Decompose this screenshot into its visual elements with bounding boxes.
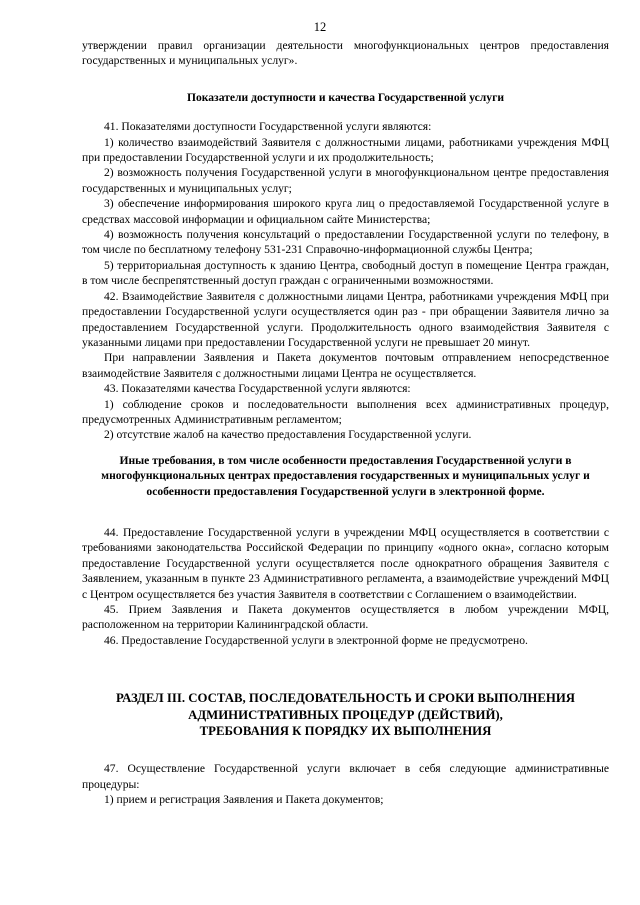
section-heading-3-line1: РАЗДЕЛ III. СОСТАВ, ПОСЛЕДОВАТЕЛЬНОСТЬ И СРОКИ ВЫПОЛНЕНИЯ <box>115 691 576 706</box>
paragraph-44: 44. Предоставление Государственной услуги в учреждении МФЦ осуществляется в соответствии с требованиями законодательства Российской Федерации по принципу «одного окна», согласно которым предоставление Государственной услуги осуществляется после однократного обращения Заявителя с Заявлением, указанным в пункте 23 Административного регламента, а взаимодействие учреждений МФЦ с Центром осуществляется без участия Заявителя в соответствии с Соглашением о взаимодействии. <box>82 525 609 601</box>
page-number: 12 <box>313 20 327 34</box>
list-item-41-4: 4) возможность получения консультаций о предоставлении Государственной услуги по телефону, в том числе по бесплатному телефону 531-231 Справочно-информационной службы Центра; <box>82 228 609 257</box>
intro-paragraph: утверждении правил организации деятельности многофункциональных центров предоставления государственных и муниципальных услуг». <box>82 39 609 68</box>
paragraph-41: 41. Показателями доступности Государственной услуги являются: <box>104 120 432 134</box>
list-item-43-1: 1) соблюдение сроков и последовательности выполнения всех административных процедур, предусмотренных Административным регламентом; <box>82 397 609 426</box>
list-item-47-1: 1) прием и регистрация Заявления и Пакета документов; <box>104 793 384 807</box>
list-item-41-3: 3) обеспечение информирования широкого круга лиц о предоставляемой Государственной услуге в средствах массовой информации и официальном сайте Министерства; <box>82 197 609 226</box>
list-item-41-1: 1) количество взаимодействий Заявителя с должностными лицами, работниками учреждения МФЦ при предоставлении Государственной услуги и их продолжительность; <box>82 135 609 165</box>
section-heading-accessibility: Показатели доступности и качества Государственной услуги <box>186 90 505 104</box>
section-heading-3-line2: АДМИНИСТРАТИВНЫХ ПРОЦЕДУР (ДЕЙСТВИЙ), <box>188 707 503 722</box>
list-item-43-2: 2) отсутствие жалоб на качество предоставления Государственной услуги. <box>104 428 472 442</box>
paragraph-42: 42. Взаимодействие Заявителя с должностными лицами Центра, работниками учреждения МФЦ при предоставлении Государственной услуги осуществляется один раз - при обращении Заявителя лично за предоставлением Государственной услуги. Продолжительность одного взаимодействия Заявителя с указанными лицами при предоставлении Государственной услуги не превышает 20 минут. <box>82 289 609 349</box>
paragraph-46: 46. Предоставление Государственной услуги в электронной форме не предусмотрено. <box>104 633 528 647</box>
paragraph-45: 45. Прием Заявления и Пакета документов осуществляется в любом учреждении МФЦ, расположенном на территории Калининградской области. <box>82 603 609 632</box>
section-heading-other-requirements: Иные требования, в том числе особенности предоставления Государственной услуги в многофункциональных центрах предоставления государственных и муниципальных услуг и особенности предоставления Государственной услуги в электронной форме. <box>101 453 590 498</box>
section-heading-3-line3: ТРЕБОВАНИЯ К ПОРЯДКУ ИХ ВЫПОЛНЕНИЯ <box>199 724 492 739</box>
paragraph-43: 43. Показателями качества Государственной услуги являются: <box>104 382 411 396</box>
paragraph-47: 47. Осуществление Государственной услуги включает в себя следующие административные процедуры: <box>82 762 609 791</box>
paragraph-42-postal: При направлении Заявления и Пакета документов почтовым отправлением непосредственное взаимодействие Заявителя с должностными лицами Центра не осуществляется. <box>82 351 609 380</box>
list-item-41-5: 5) территориальная доступность к зданию Центра, свободный доступ в помещение Центра граждан, в том числе беспрепятственный доступ граждан с ограниченными возможностями. <box>82 258 609 288</box>
page-content <box>82 38 609 808</box>
list-item-41-2: 2) возможность получения Государственной услуги в многофункциональном центре предоставления государственных и муниципальных услуг; <box>82 166 609 195</box>
